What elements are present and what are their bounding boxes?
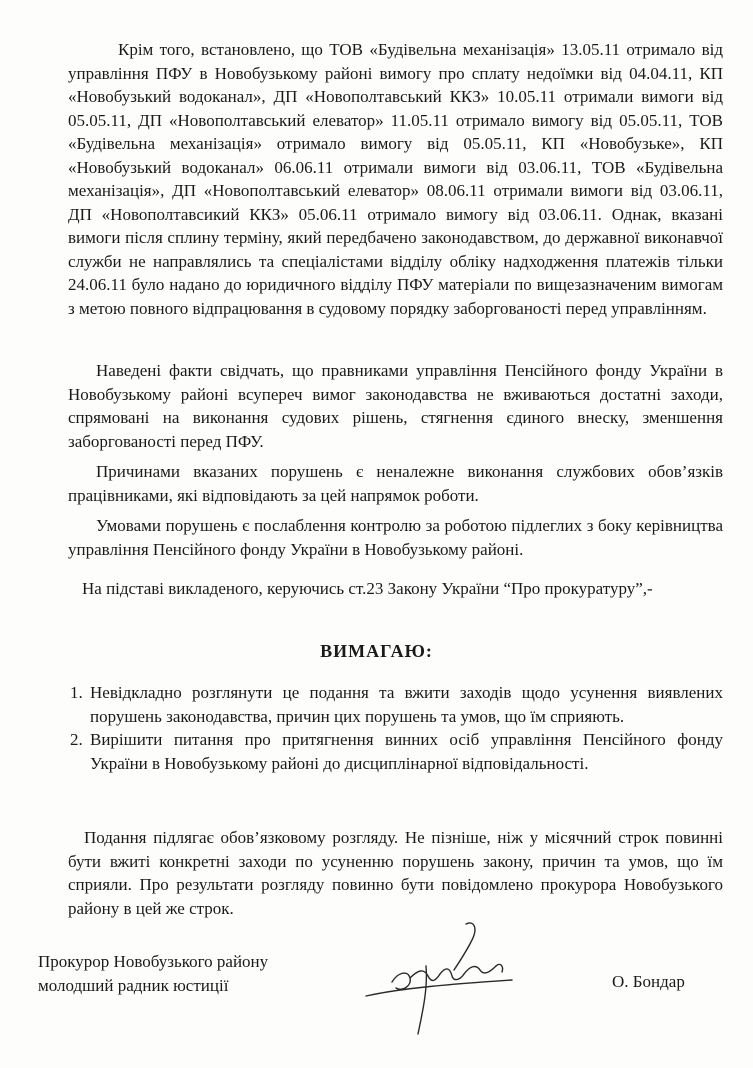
demand-text: Вирішити питання про притягнення винних осіб управління Пенсійного фонду України в Новобузькому районі до дисциплінарної відповідальності. <box>90 730 723 773</box>
signer-position-line-2: молодший радник юстиції <box>38 976 229 995</box>
signer-position <box>38 950 268 998</box>
demand-number: 2. <box>70 730 83 749</box>
paragraph-facts: Наведені факти свідчать, що правниками управління Пенсійного фонду України в Новобузькому районі всупереч вимог законодавства не вживаються достатні заходи, спрямовані на виконання судових рішень, стягнення єдиного внеску, зменшення заборгованості перед ПФУ. <box>68 361 723 451</box>
paragraph-legal-basis: На підставі викладеного, керуючись ст.23 Закону України “Про прокуратуру”,- <box>82 579 653 598</box>
signer-position-line-1: Прокурор Новобузького району <box>38 952 269 971</box>
signature-scribble-icon <box>362 918 532 1038</box>
paragraph-conditions: Умовами порушень є послаблення контролю за роботою підлеглих з боку керівництва управління Пенсійного фонду України в Новобузькому районі. <box>68 516 723 559</box>
signer-name: О. Бондар <box>612 972 685 991</box>
demand-number: 1. <box>70 683 83 702</box>
paragraph-findings: Крім того, встановлено, що ТОВ «Будівельна механізація» 13.05.11 отримало від управління ПФУ в Новобузькому районі вимогу про сплату недоїмки від 04.04.11, КП «Новобузький водоканал», ДП «Новополтавський ККЗ» 10.05.11 отримали вимоги від 05.05.11, ДП «Новополтавський елеватор» 11.05.11 отримало вимогу від 05.05.11, ТОВ «Будівельна механізація» отримало вимогу від 05.05.11, КП «Новобузьке», КП «Новобузький водоканал» 06.06.11 отримали вимоги від 03.06.11, ТОВ «Будівельна механізація», ДП «Новополтавський елеватор» 08.06.11 отримали вимоги від 03.06.11, ДП «Новополтавсикий ККЗ» 05.06.11 отримало вимогу від 03.06.11. Однак, вказані вимоги після сплину терміну, який передбачено законодавством, до державної виконавчої служби не направлялись та спеціалістами відділу обліку надходження платежів тільки 24.06.11 було надано до юридичного відділу ПФУ матеріали по вищезазначеним вимогам з метою повного відпрацювання в судовому порядку заборгованості перед управлінням. <box>68 40 723 318</box>
paragraph-closing: Подання підлягає обов’язковому розгляду. Не пізніше, ніж у місячний строк повинні бути вжиті конкретні заходи по усуненню порушень закону, причин та умов, що їм сприяли. Про результати розгляду повинно бути повідомлено прокурора Новобузького району в цей же строк. <box>68 828 723 918</box>
demand-text: Невідкладно розглянути це подання та вжити заходів щодо усунення виявлених порушень законодавства, причин цих порушень та умов, що їм сприяють. <box>90 683 723 726</box>
demand-item-1 <box>70 681 723 728</box>
demand-item-2 <box>70 728 723 775</box>
paragraph-causes: Причинами вказаних порушень є неналежне виконання службових обов’язків працівниками, які відповідають за цей напрямок роботи. <box>68 462 723 505</box>
demands-list <box>70 681 723 775</box>
demands-heading: ВИМАГАЮ: <box>320 641 433 661</box>
